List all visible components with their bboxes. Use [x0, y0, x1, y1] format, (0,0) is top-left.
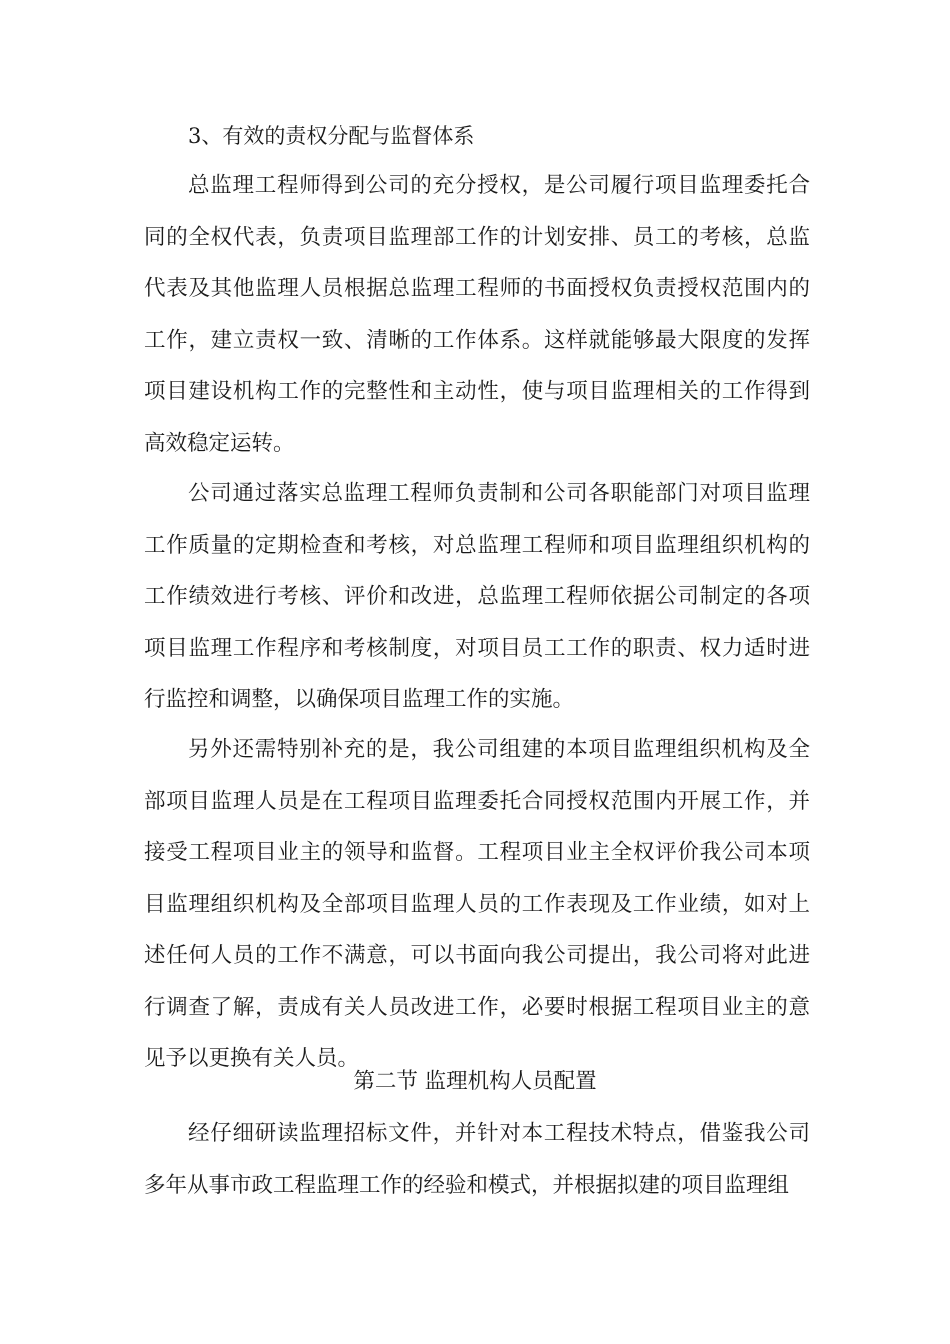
- paragraph-authorization: 总监理工程师得到公司的充分授权，是公司履行项目监理委托合同的全权代表，负责项目监理部工作的计划安排、员工的考核，总监代表及其他监理人员根据总监理工程师的书面授权负责授权范围内的工作，建立责权一致、清晰的工作体系。这样就能够最大限度的发挥项目建设机构工作的完整性和主动性，使与项目监理相关的工作得到高效稳定运转。: [144, 173, 810, 456]
- paragraph-supplement: 另外还需特别补充的是，我公司组建的本项目监理组织机构及全部项目监理人员是在工程项目监理委托合同授权范围内开展工作，并接受工程项目业主的领导和监督。工程项目业主全权评价我公司本项目监理组织机构及全部项目监理人员的工作表现及工作业绩，如对上述任何人员的工作不满意，可以书面向我公司提出，我公司将对此进行调查了解，责成有关人员改进工作，必要时根据工程项目业主的意见予以更换有关人员。: [144, 737, 810, 1071]
- section-title: 第二节 监理机构人员配置: [353, 1069, 597, 1094]
- paragraph-staffing: 经仔细研读监理招标文件，并针对本工程技术特点，借鉴我公司多年从事市政工程监理工作的经验和模式，并根据拟建的项目监理组: [144, 1121, 810, 1198]
- paragraph-supervision: 公司通过落实总监理工程师负责制和公司各职能部门对项目监理工作质量的定期检查和考核，对总监理工程师和项目监理组织机构的工作绩效进行考核、评价和改进，总监理工程师依据公司制定的各项项目监理工作程序和考核制度，对项目员工工作的职责、权力适时进行监控和调整，以确保项目监理工作的实施。: [144, 481, 810, 712]
- subsection-heading: 3、有效的责权分配与监督体系: [188, 124, 475, 148]
